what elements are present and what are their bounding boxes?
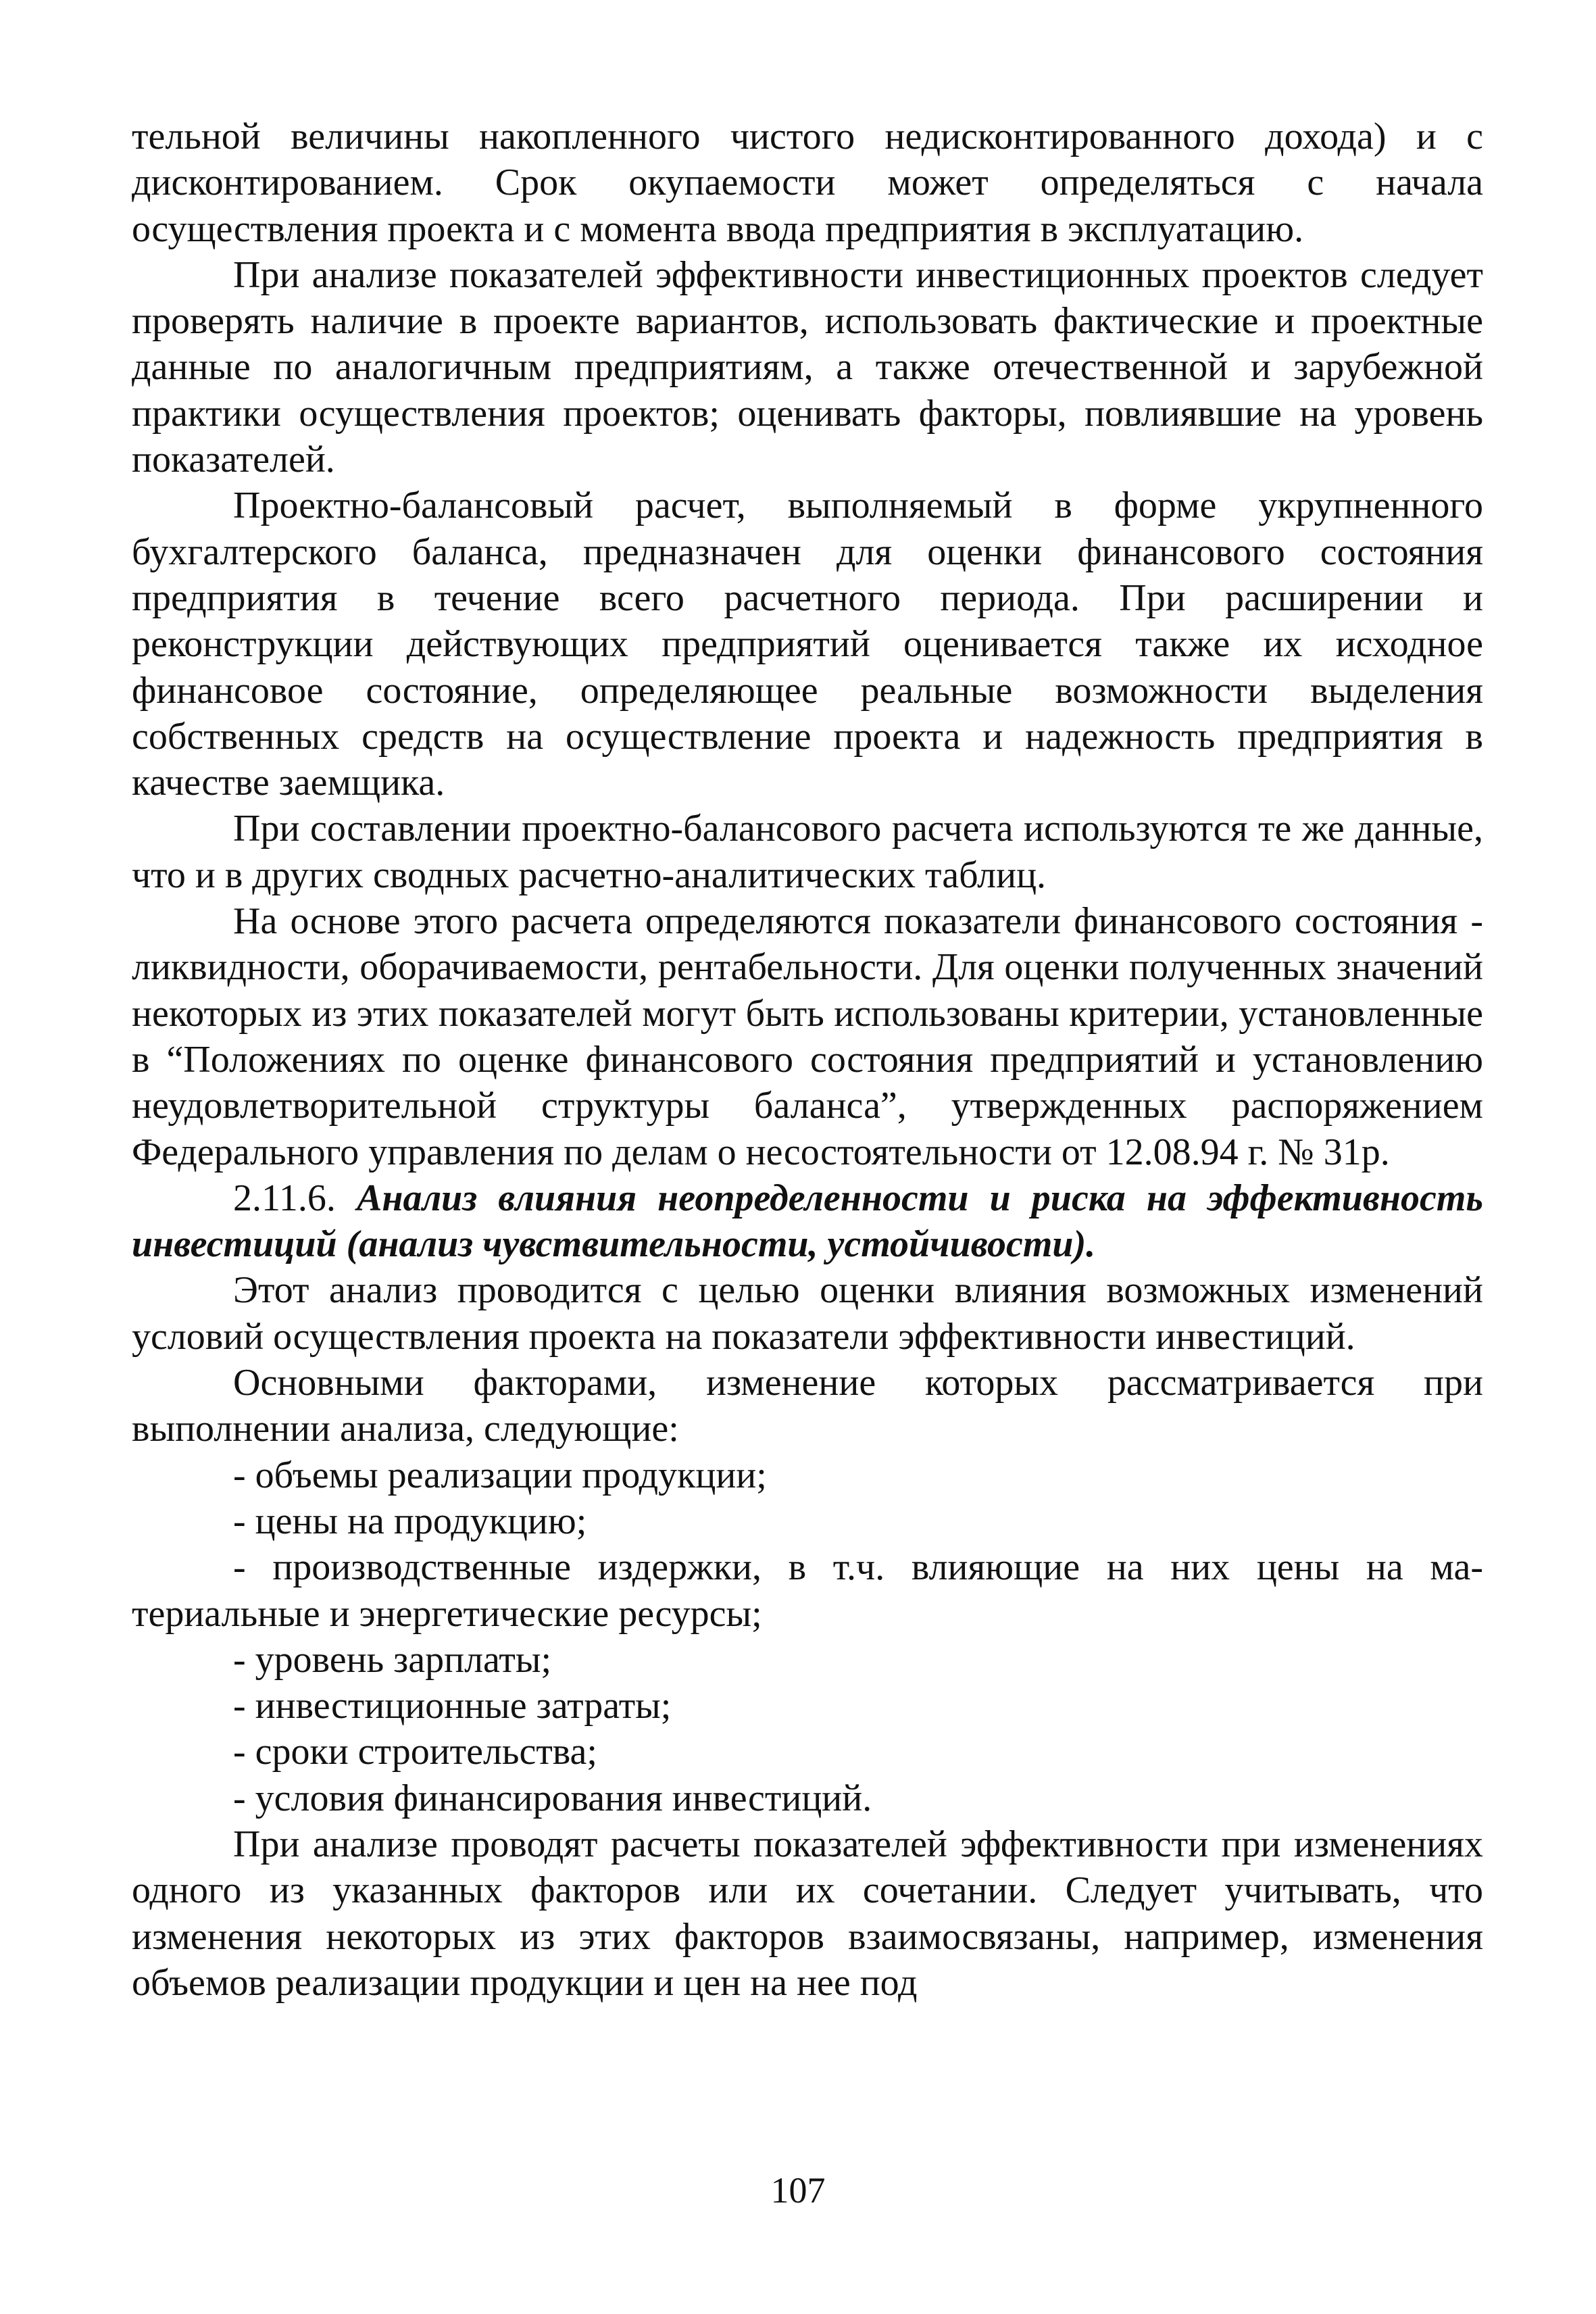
paragraph-efficiency-analysis: При анализе показателей эффективности инвестиционных проектов следует проверять наличие в проекте вариантов, использовать фактические и проектные данные по аналогичным предприятиям, а также отечественной и зарубежной практики осуществления проектов; оценивать факторы, повлиявшие на уровень показателей.	[132, 253, 1483, 481]
section-number: 2.11.6.	[233, 1177, 336, 1219]
section-title: Анализ влияния неопределенности и риска на эффективность инвестиций (анализ чувствительности, устойчивости).	[132, 1177, 1484, 1266]
paragraph-closing: При анализе проводят расчеты показателей эффективности при изменениях одного из указанных факторов или их сочетании. Следует учитывать, что изменения некоторых из этих факторов взаимосвязаны, например, изменения объемов реализации продукции и цен на нее под	[132, 1823, 1483, 2004]
body-text	[132, 114, 1483, 2006]
list-item: - цены на продукцию;	[233, 1500, 587, 1542]
list-item: - объемы реализации продукции;	[233, 1454, 767, 1496]
paragraph-financial-indicators: На основе этого расчета определяются показатели финансового состояния - ликвидности, оборачиваемости, рентабельности. Для оценки полученных значений некоторых из этих показателей могут быть использованы критерии, установленные в “Положениях по оценке финансового состояния предприятий и установлению неудовлетворительной структуры баланса”, утвержденных распоряжением Федерального управления по делам о несостоятельности от 12.08.94 г. № 31р.	[132, 900, 1483, 1173]
paragraph-main-factors: Основными факторами, изменение которых рассматривается при выполнении анализа, следующие:	[132, 1362, 1483, 1450]
list-item: - производственные издержки, в т.ч. влияющие на них цены на материальные и энергетические ресурсы;	[132, 1546, 1483, 1635]
section-heading	[132, 1175, 1483, 1268]
list-item: - сроки строительства;	[233, 1731, 597, 1773]
list-item: - инвестиционные затраты;	[233, 1685, 672, 1727]
page-number: 107	[770, 2170, 826, 2211]
list-item: - уровень зарплаты;	[233, 1638, 552, 1681]
paragraph-continuation: тельной величины накопленного чистого недисконтированного дохода) и с дисконтированием. Срок окупаемости может определяться с начала осуществления проекта и с момента ввода предприятия в эксплуатацию.	[132, 116, 1483, 250]
list-item: - условия финансирования инвестиций.	[233, 1777, 872, 1819]
paragraph-balance-calculation: Проектно-балансовый расчет, выполняемый в форме укрупненного бухгалтерского баланса, предназначен для оценки финансового состояния предприятия в течение всего расчетного периода. При расширении и реконструкции действующих предприятий оценивается также их исходное финансовое состояние, определяющее реальные возможности выделения собственных средств на осуществление проекта и надежность предприятия в качестве заемщика.	[132, 485, 1483, 804]
paragraph-balance-data: При составлении проектно-балансового расчета используются те же данные, что и в других сводных расчетно-аналитических таблиц.	[132, 808, 1483, 896]
paragraph-analysis-purpose: Этот анализ проводится с целью оценки влияния возможных изменений условий осуществления проекта на показатели эффективности инвестиций.	[132, 1269, 1483, 1358]
